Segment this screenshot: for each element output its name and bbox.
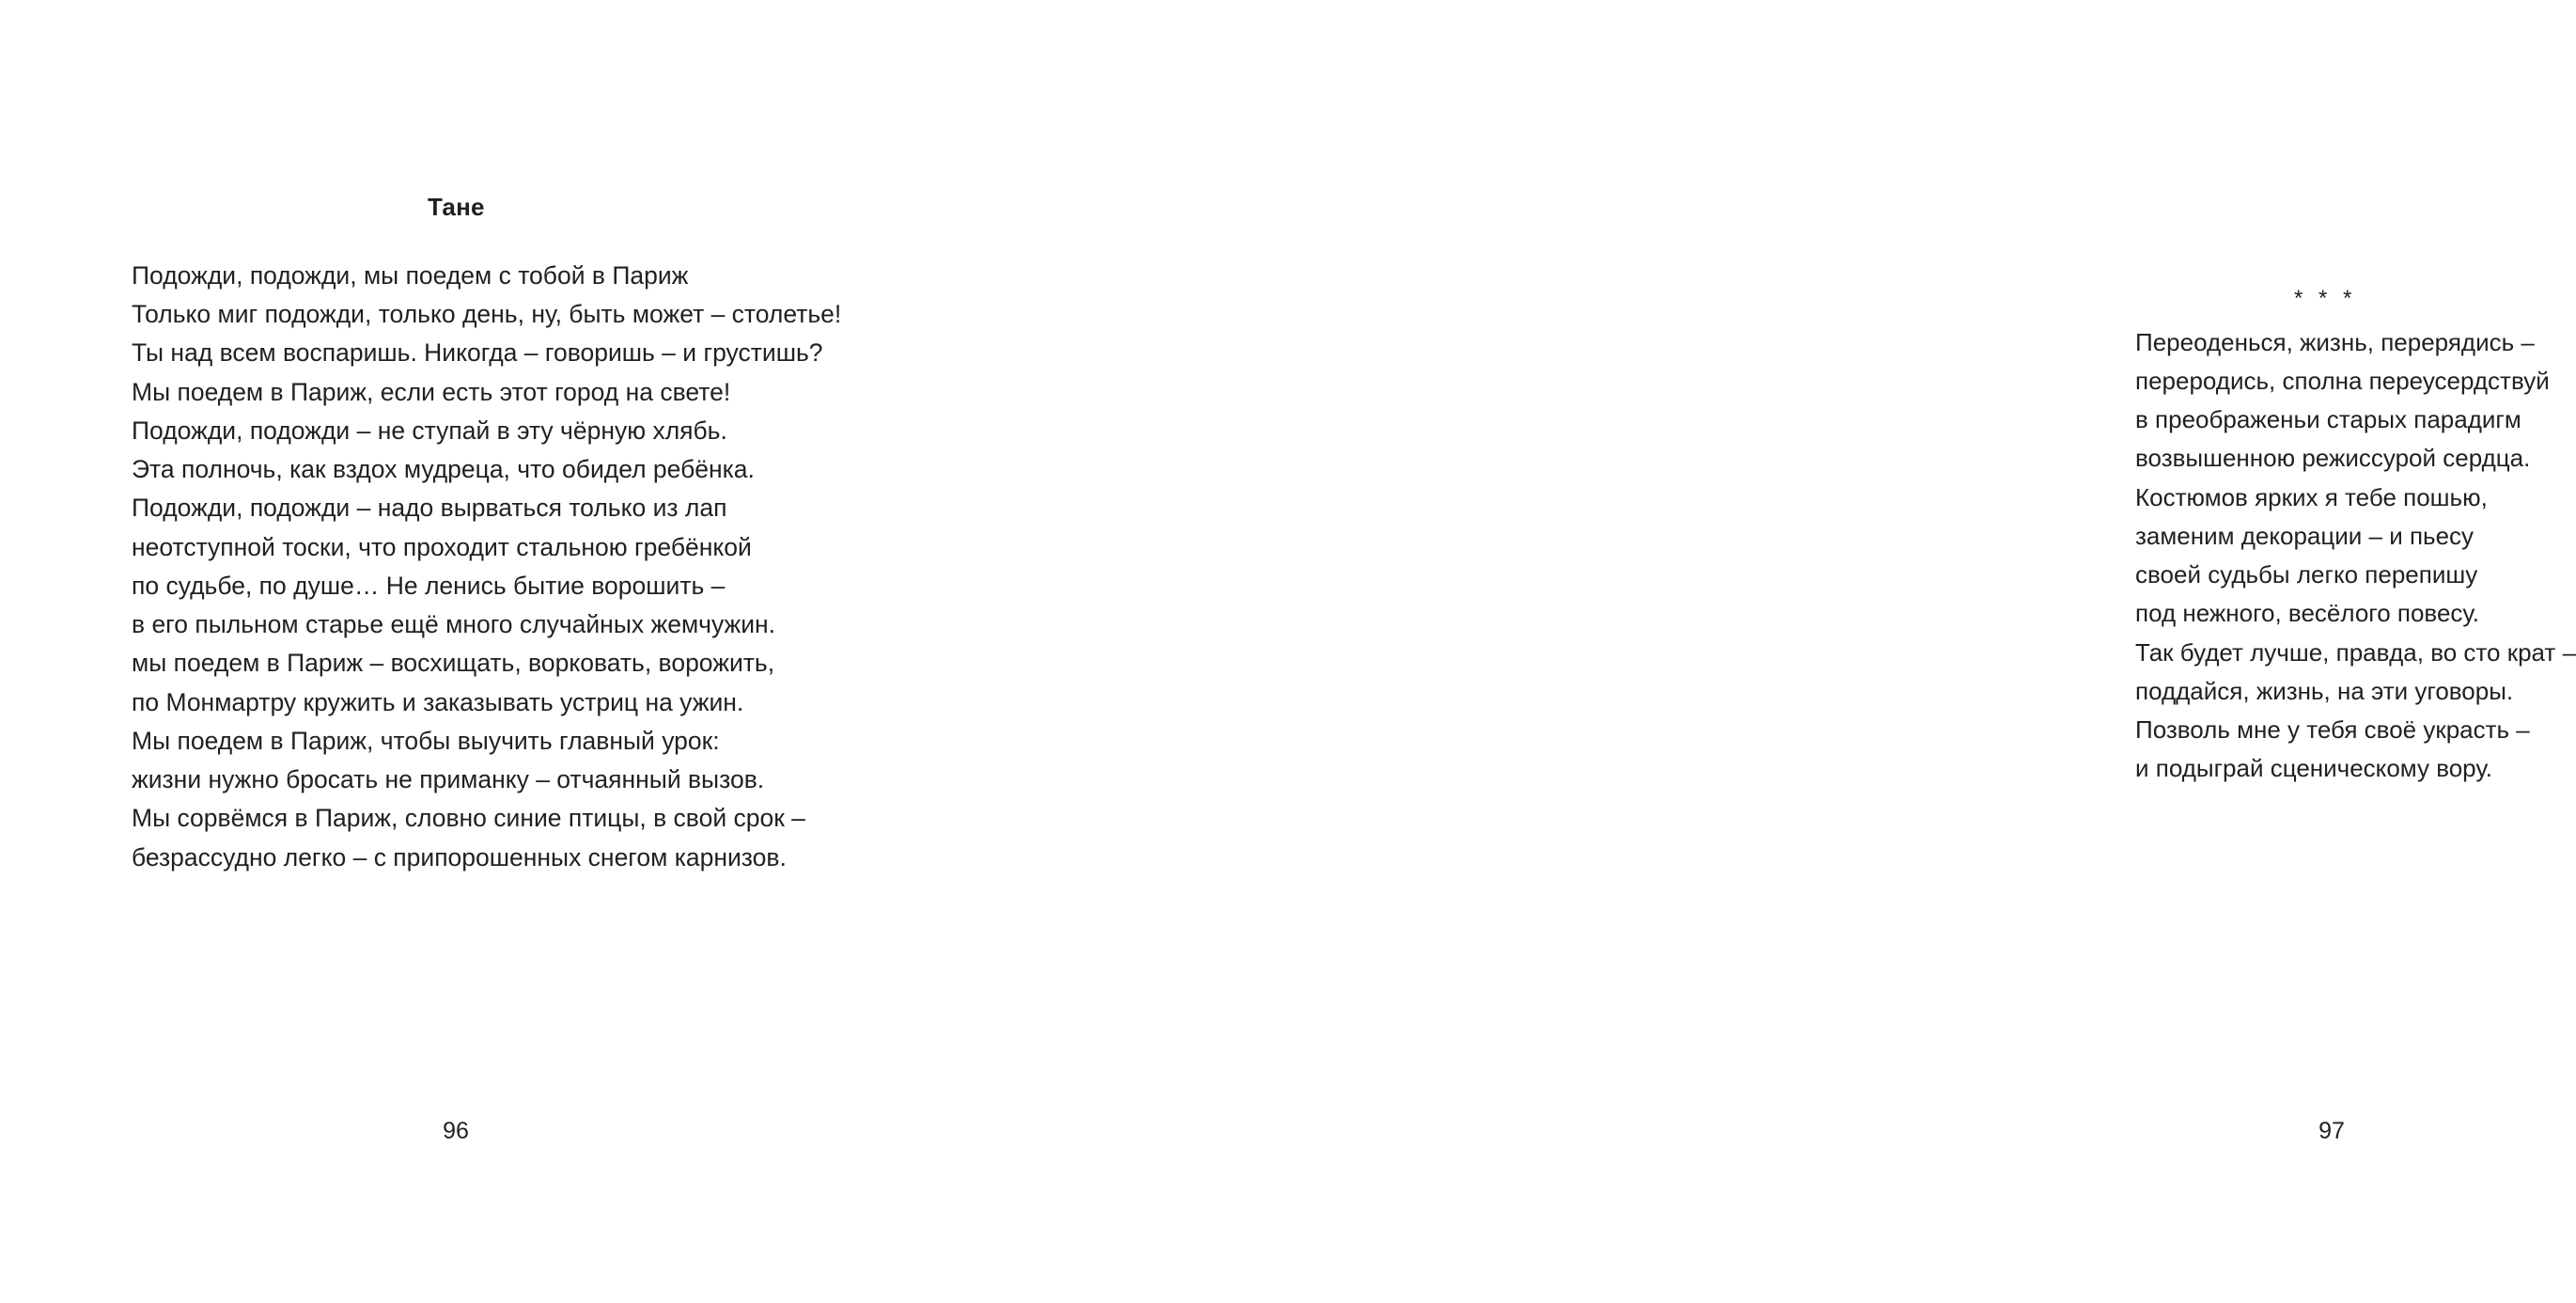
verse-line: жизни нужно бросать не приманку – отчаянный вызов.: [132, 765, 765, 794]
stanza-left-4: [132, 722, 805, 877]
verse-line: Ты над всем воспаришь. Никогда – говоришь – и грустишь?: [132, 338, 823, 368]
verse-line: Подожди, подожди – надо вырваться только из лап: [132, 494, 727, 523]
verse-line: неотступной тоски, что проходит стальною гребёнкой: [132, 532, 752, 561]
verse-line: Мы поедем в Париж, чтобы выучить главный урок:: [132, 727, 720, 755]
stanza-right-3: [2135, 634, 2576, 788]
verse-line: по Монмартру кружить и заказывать устриц на ужин.: [132, 687, 744, 716]
verse-line: Эта полночь, как вздох мудреца, что обидел ребёнка.: [132, 455, 755, 484]
verse-line: под нежного, весёлого повесу.: [2135, 599, 2480, 627]
poem-title-left: Тане: [428, 193, 485, 221]
verse-line: безрассудно легко – с припорошенных снегом карнизов.: [132, 842, 787, 871]
page-number-right: 97: [2318, 1118, 2345, 1144]
verse-line: и подыграй сценическому вору.: [2135, 754, 2492, 782]
stanza-left-3: [132, 567, 775, 722]
page-left: [0, 0, 944, 1303]
stanza-left-1: [132, 257, 841, 412]
verse-line: по судьбе, по душе… Не ленись бытие ворошить –: [132, 572, 726, 600]
page-number-left: 96: [443, 1118, 469, 1144]
verse-line: своей судьбы легко перепишу: [2135, 560, 2478, 589]
asterisk-separator: * * *: [2294, 286, 2357, 311]
verse-line: Только миг подожди, только день, ну, быть может – столетье!: [132, 300, 842, 329]
verse-line: Костюмов ярких я тебе пошью,: [2135, 483, 2488, 511]
verse-line: Подожди, подожди – не ступай в эту чёрную хлябь.: [132, 416, 727, 445]
verse-line: Переоденься, жизнь, перерядись –: [2135, 328, 2535, 356]
page-right: [944, 0, 2576, 1303]
stanza-right-2: [2135, 479, 2488, 633]
verse-line: Мы поедем в Париж, если есть этот город на свете!: [132, 377, 731, 406]
verse-line: Позволь мне у тебя своё украсть –: [2135, 715, 2530, 744]
verse-line: переродись, сполна переусердствуй: [2135, 367, 2550, 395]
verse-line: заменим декорации – и пьесу: [2135, 522, 2475, 550]
verse-line: в преображеньи старых парадигм: [2135, 405, 2521, 433]
verse-line: мы поедем в Париж – восхищать, ворковать, ворожить,: [132, 649, 775, 678]
verse-line: поддайся, жизнь, на эти уговоры.: [2135, 677, 2514, 705]
verse-line: Так будет лучше, правда, во сто крат –: [2135, 638, 2576, 667]
verse-line: возвышенною режиссурой сердца.: [2135, 444, 2531, 472]
stanza-right-1: [2135, 323, 2550, 478]
stanza-left-2: [132, 412, 755, 567]
verse-line: в его пыльном старье ещё много случайных жемчужин.: [132, 610, 776, 639]
verse-line: Мы сорвёмся в Париж, словно синие птицы, в свой срок –: [132, 804, 805, 833]
verse-line: Подожди, подожди, мы поедем с тобой в Париж: [132, 261, 689, 290]
